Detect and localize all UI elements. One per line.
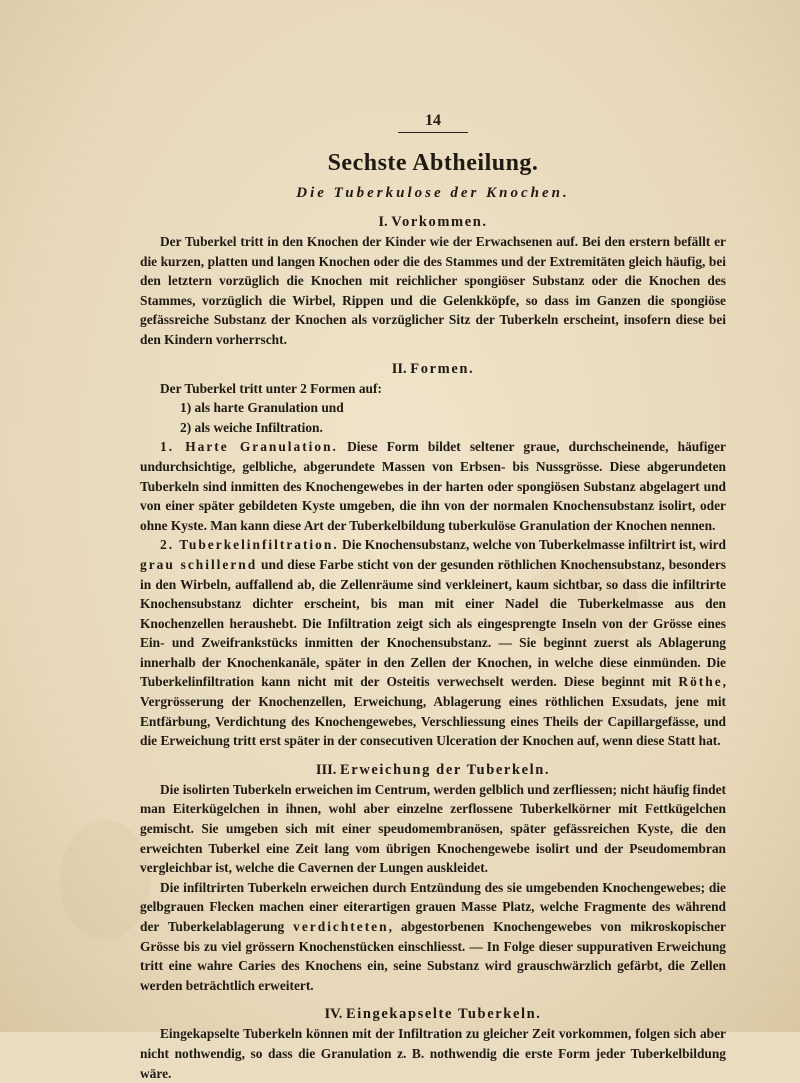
- subsection-label: 1. Harte Granulation.: [160, 439, 338, 455]
- paragraph: [140, 878, 726, 996]
- paragraph: [140, 437, 726, 535]
- paragraph-text: , abgestorbenen Knochengewebes von mikroskopischer Grösse bis zu viel grössern Knochenstücken einschliesst. — In Folge dieser suppurativen Erweichung tritt eine wahre Caries des Knochens ein, seine Substanz wird grauschwärzlich gefärbt, die Zellen werden beträchtlich erweitert.: [140, 919, 726, 993]
- section-number: III.: [315, 761, 337, 778]
- subsection-label: 2. Tuberkelinfiltration.: [160, 537, 339, 553]
- paragraph-text: Diese Form bildet seltener graue, durchscheinende, häufiger undurchsichtige, gelbliche, abgerundete Massen von Erbsen- bis Nussgrösse. Diese abgerundeten Tuberkeln sind inmitten des Knochengewebes in der harten oder spongiösen Substanz abgelagert und von einer später gebildeten Kyste umgeben, die ihn von der normalen Knochensubstanz isolirt, oder ohne Kyste. Man kann diese Art der Tuberkelbildung tuberkulöse Granulation der Knochen nennen.: [140, 439, 726, 533]
- spaced-emphasis: grau schillernd: [140, 556, 258, 572]
- paragraph-text: und diese Farbe sticht von der gesunden röthlichen Knochensubstanz, besonders in den Wirbeln, auffallend ab, die Zellenräume sind verkleinert, kaum sichtbar, so dass die infiltrirte Knochensubstanz dichter erscheint, bis man mit einer Nadel die Tuberkelmasse aus den Knochenzellen heraushebt. Die Infiltration zeigt sich als eingesprengte Inseln von der Grösse eines Ein- und Zweifrankstücks inmitten der Knochensubstanz. — Sie beginnt zuerst als Ablagerung innerhalb der Knochenkanäle, später in den Zellen der Knochen, in welche diese einmünden. Die Tuberkelinfiltration kann nicht mit der Osteitis verwechselt werden. Diese beginnt mit: [140, 556, 726, 690]
- paper-stain: [60, 820, 150, 940]
- spaced-emphasis: verdichteten: [293, 919, 389, 934]
- page-content: [140, 112, 726, 1083]
- section-heading-4: [140, 1005, 726, 1024]
- spaced-emphasis: Röthe: [678, 674, 723, 690]
- section-title: Formen.: [410, 360, 475, 377]
- paragraph-text: Die Knochensubstanz, welche von Tuberkelmasse infiltrirt ist, wird: [338, 537, 726, 553]
- paragraph-text: Die infiltrirten Tuberkeln erweichen durch Entzündung des sie umgebenden Knochengewebes; die gelbgrauen Flecken machen einer eiterartigen grauen Masse Platz, welche Fragmente des während der Tuberkelablagerung: [140, 879, 726, 934]
- paragraph: Eingekapselte Tuberkeln können mit der Infiltration zu gleicher Zeit vorkommen, folgen sich aber nicht nothwendig, so dass die Granulation z. B. nothwendig die erste Form jeder Tuberkelbildung wäre.: [140, 1026, 726, 1081]
- paragraph: Der Tuberkel tritt in den Knochen der Kinder wie der Erwachsenen auf. Bei den erstern befällt er die kurzen, platten und langen Knochen oder die des Stammes und der Extremitäten gleich häufig, bei den letztern vorzüglich die Knochen mit reichlicher spongiöser Substanz oder die Knochen des Stammes, vorzüglich die Wirbel, Rippen und die Gelenkköpfe, so dass im Ganzen die spongiöse gefässreiche Substanz der Knochen als vorzüglicher Sitz der Tuberkeln erscheint, insofern diese bei den Kindern vorherrscht.: [140, 234, 726, 347]
- paragraph: Der Tuberkel tritt unter 2 Formen auf:: [160, 380, 382, 396]
- section-title: Eingekapselte Tuberkeln.: [345, 1006, 542, 1023]
- section-number: II.: [391, 360, 407, 377]
- list-item: 2) als weiche Infiltration.: [180, 419, 323, 435]
- paragraph-text: , Vergrösserung der Knochenzellen, Erweichung, Ablagerung eines röthlichen Exsudats, jene mit Entfärbung, Verdichtung des Knochengewebes, Verschliessung eines Theils der Capillargefässe, und die Erweichung tritt erst später in der consecutiven Ulceration der Knochen auf, wenn diese Statt hat.: [140, 674, 726, 749]
- section-heading-3: [140, 761, 726, 780]
- page-number: 14: [398, 112, 468, 133]
- chapter-title: Sechste Abtheilung.: [327, 150, 539, 176]
- section-heading-1: [140, 213, 726, 232]
- section-number: IV.: [324, 1006, 343, 1023]
- paragraph: Die isolirten Tuberkeln erweichen im Centrum, werden gelblich und zerfliessen; nicht häufig findet man Eiterkügelchen in ihnen, wohl aber einzelne zerflossene Tuberkelkörner mit Fettkügelchen gemischt. Sie umgeben sich mit einer speudomembranösen, später gefässreichen Kyste, die den erweichten Tuberkel eine Zeit lang vom übrigen Knochengewebe isolirt und der Pseudomembran vergleichbar ist, welche die Cavernen der Lungen auskleidet.: [140, 781, 726, 876]
- paragraph: [140, 535, 726, 751]
- section-number: I.: [378, 214, 388, 230]
- section-title: Vorkommen.: [391, 214, 488, 230]
- chapter-subtitle: Die Tuberkulose der Knochen.: [296, 185, 570, 201]
- section-heading-2: [140, 360, 726, 379]
- list-item: 1) als harte Granulation und: [180, 400, 344, 416]
- section-title: Erweichung der Tuberkeln.: [340, 761, 551, 778]
